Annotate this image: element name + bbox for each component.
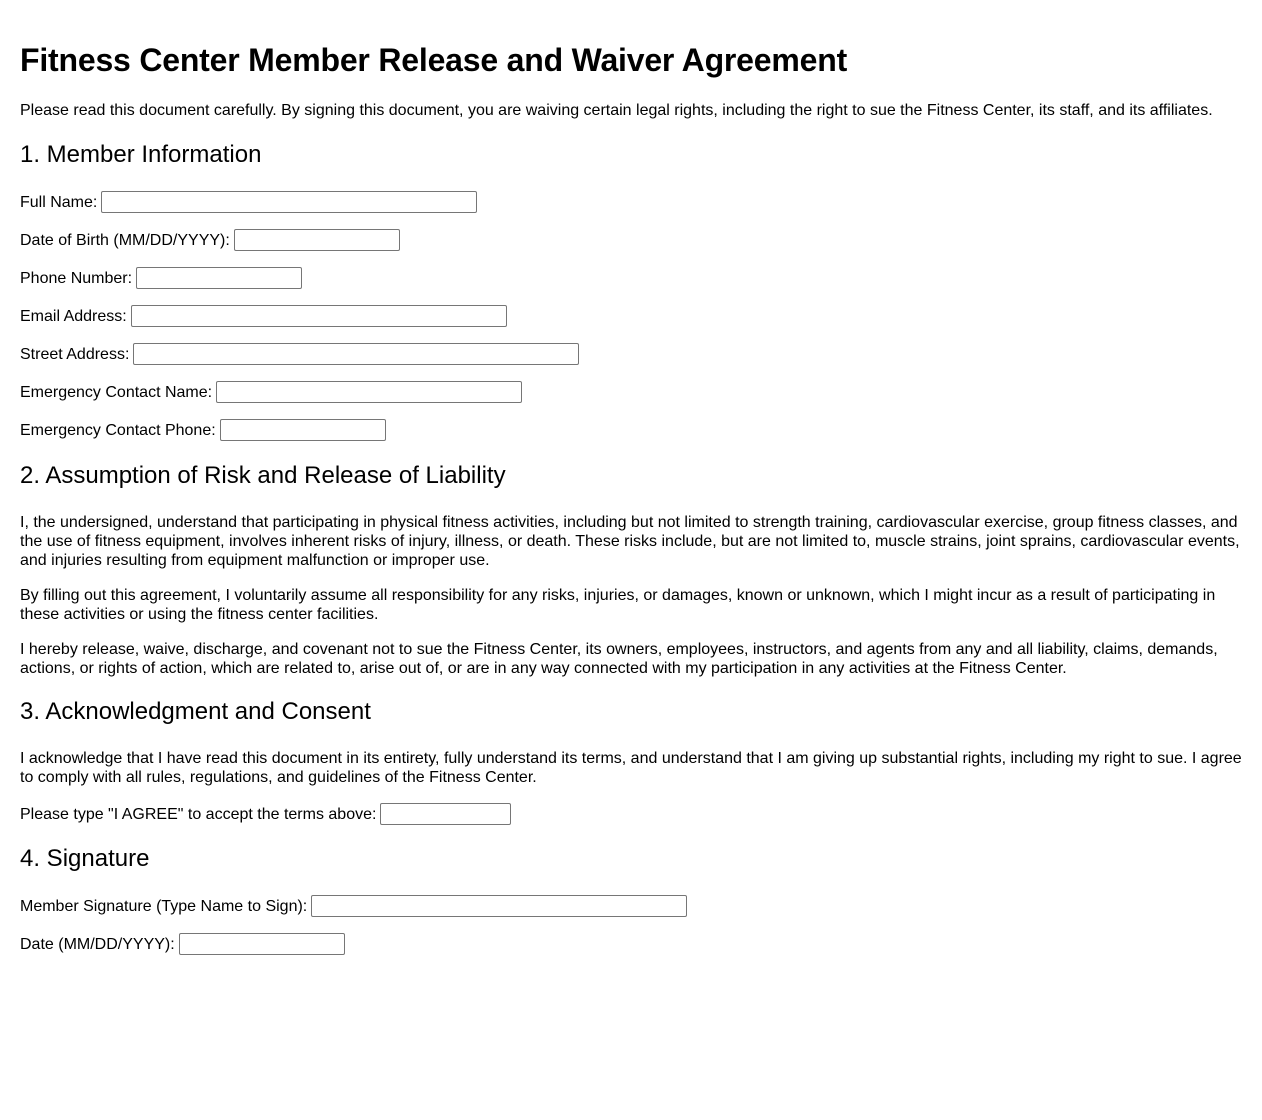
emergency-contact-phone-label: Emergency Contact Phone: [20,421,216,439]
emergency-contact-name-label: Emergency Contact Name: [20,383,213,401]
section-heading-member-information: 1. Member Information [20,141,262,168]
risk-paragraph-1: I, the undersigned, understand that participating in physical fitness activities, including but not limited to strength training, cardiovascular exercise, group fitness classes, and the use of fitness equipment, involves inherent risks of injury, illness, or death. These risks include, but are not limited to, muscle strains, joint sprains, cardiovascular events, and injuries resulting from equipment malfunction or improper use. [20,514,1240,569]
email-row [20,305,1242,327]
date-label: Date (MM/DD/YYYY): [20,935,175,953]
section-heading-assumption-of-risk: 2. Assumption of Risk and Release of Liability [20,462,506,489]
signature-row [20,895,1242,917]
acknowledgment-paragraph: I acknowledge that I have read this document in its entirety, fully understand its terms, and understand that I am giving up substantial rights, including my right to sue. I agree to comply with all rules, regulations, and guidelines of the Fitness Center. [20,750,1242,786]
phone-label: Phone Number: [20,269,133,287]
street-address-input[interactable] [133,343,579,365]
section-heading-acknowledgment: 3. Acknowledgment and Consent [20,698,371,725]
full-name-input[interactable] [101,191,477,213]
full-name-label: Full Name: [20,193,98,211]
signature-label: Member Signature (Type Name to Sign): [20,897,308,915]
emergency-contact-name-row [20,381,1242,403]
intro-text: Please read this document carefully. By signing this document, you are waiving certain legal rights, including the right to sue the Fitness Center, its staff, and its affiliates. [20,102,1213,119]
emergency-contact-phone-input[interactable] [220,419,386,441]
email-input[interactable] [131,305,507,327]
page-title: Fitness Center Member Release and Waiver Agreement [20,42,848,78]
agree-row [20,803,1242,825]
dob-input[interactable] [234,229,400,251]
agree-label: Please type "I AGREE" to accept the terms above: [20,805,377,823]
dob-row [20,229,1242,251]
date-row [20,933,1242,955]
phone-input[interactable] [136,267,302,289]
agree-input[interactable] [380,803,511,825]
email-label: Email Address: [20,307,127,325]
signature-input[interactable] [311,895,687,917]
phone-row [20,267,1242,289]
full-name-row [20,191,1242,213]
risk-paragraph-2: By filling out this agreement, I voluntarily assume all responsibility for any risks, injuries, or damages, known or unknown, which I might incur as a result of participating in these activities or using the fitness center facilities. [20,587,1216,623]
emergency-contact-name-input[interactable] [216,381,522,403]
street-address-row [20,343,1242,365]
emergency-contact-phone-row [20,419,1242,441]
section-heading-signature: 4. Signature [20,845,150,872]
risk-paragraph-3: I hereby release, waive, discharge, and covenant not to sue the Fitness Center, its owners, employees, instructors, and agents from any and all liability, claims, demands, actions, or rights of action, which are related to, arise out of, or are in any way connected with my participation in any activities at the Fitness Center. [20,641,1218,677]
dob-label: Date of Birth (MM/DD/YYYY): [20,231,230,249]
street-address-label: Street Address: [20,345,130,363]
date-input[interactable] [179,933,345,955]
